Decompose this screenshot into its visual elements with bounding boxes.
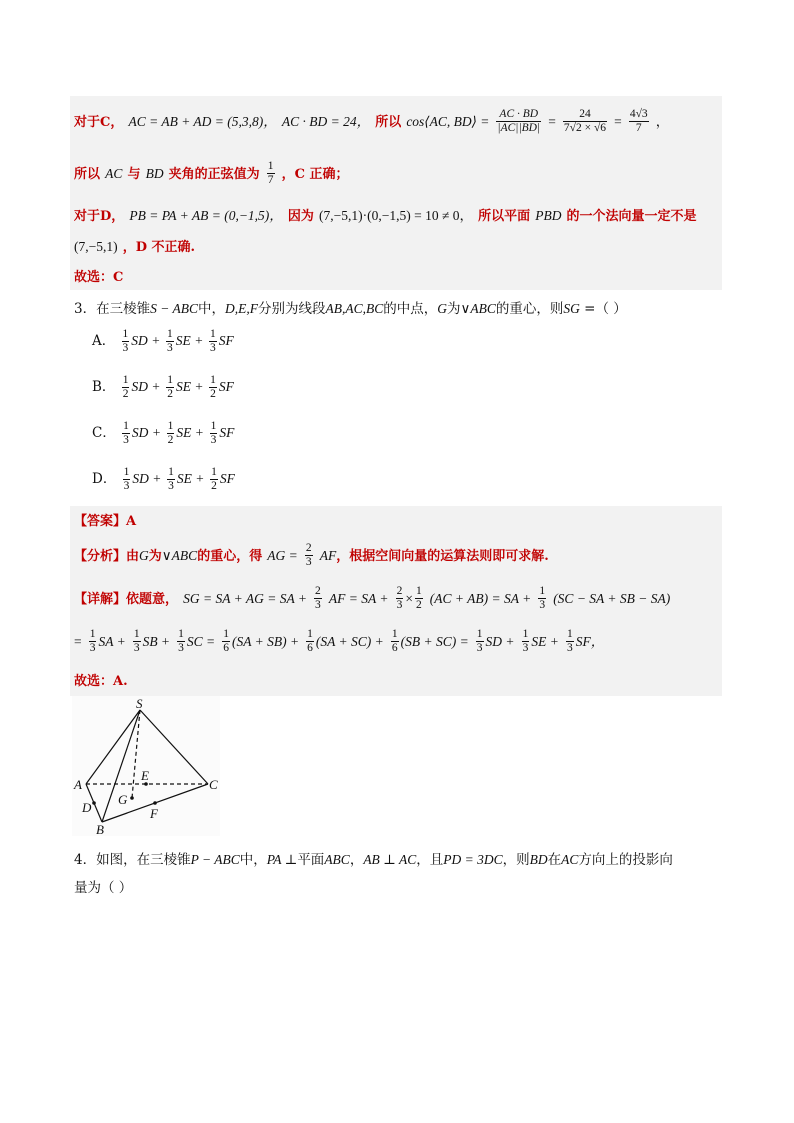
q3-detail-2: = $\frac{1}{3}$ SA + $\frac{1}{3}$ SB + $\frac{1}{3}$ SC = $\frac{1}{6}$ (SA + SB) + $\frac{1}{6}$ (SA + SC) + $\frac{1}{6}$ (SB + SC) = $\frac{1}{3}$ SD + $\frac{1}{3}$ SE + $\frac{1}{3}$ SF， [74, 628, 605, 654]
q4-stem-line1: 4．如图，在三棱锥P − ABC中，PA ⊥平面ABC，AB ⊥ AC，且PD = 3DC，则BD在AC方向上的投影向 [74, 852, 673, 868]
fraction: $\frac{AC \cdot BD}{|AC||BD|}$ [497, 108, 541, 134]
q2-detail-line-d: 对于D， PB = PA + AB = (0,−1,5)， 因为 (7,−5,1)·(0,−1,5) = 10 ≠ 0， 所以平面 PBD 的一个法向量一定不是 [74, 208, 697, 224]
label-s: S [136, 696, 143, 711]
q3-analysis: 【分析】由G为∨ABC的重心，得 AG = $\frac{2}{3}$ AF，根据空间向量的运算法则即可求解. [74, 542, 549, 568]
q3-option-a[interactable]: A． $\frac{1}{3}$ SD + $\frac{1}{3}$ SE + $\frac{1}{3}$ SF [92, 328, 234, 354]
label-f: F [150, 806, 158, 821]
label-a: A [74, 777, 82, 792]
q3-stem: 3．在三棱锥S − ABC中，D,E,F分别为线段AB,AC,BC的中点，G为∨ABC的重心，则SG =（ ） [74, 301, 627, 317]
label-c: C [209, 777, 218, 792]
label-b: B [96, 822, 104, 836]
q3-detail-1: 【详解】依题意， SG = SA + AG = SA + $\frac{2}{3}$ AF = SA + $\frac{2}{3}$ × $\frac{1}{2}$ (AC + AB) = SA + $\frac{1}{3}$ (SC − SA + SB − SA) [74, 585, 671, 611]
fraction: $\frac{1}{7}$ [267, 160, 274, 186]
q2-final-choice: 故选：C [74, 270, 124, 285]
q3-final-choice: 故选：A. [74, 674, 128, 689]
q3-option-d[interactable]: D． $\frac{1}{3}$ SD + $\frac{1}{3}$ SE + $\frac{1}{2}$ SF [92, 466, 235, 492]
pyramid-figure [72, 696, 220, 836]
fraction: $\frac{4√3}{7}$ [629, 108, 648, 134]
point-d [92, 801, 96, 805]
label-e: E [141, 768, 149, 783]
q2-detail-line-c2: 所以 AC 与 BD 夹角的正弦值为 $\frac{1}{7}$ ，C 正确； [74, 160, 349, 186]
label-g: G [118, 792, 128, 807]
q3-option-b[interactable]: B． $\frac{1}{2}$ SD + $\frac{1}{2}$ SE + $\frac{1}{2}$ SF [92, 374, 234, 400]
point-f [153, 801, 157, 805]
edge-sa [86, 710, 140, 784]
fraction: $\frac{24}{7√2 \times √6}$ [563, 108, 607, 134]
label-d: D [82, 800, 92, 815]
q3-answer: 【答案】A [74, 514, 137, 529]
q3-option-c[interactable]: C． $\frac{1}{3}$ SD + $\frac{1}{2}$ SE + $\frac{1}{3}$ SF [92, 420, 235, 446]
q4-stem-line2: 量为（ ） [74, 880, 133, 896]
q2-detail-line-c: 对于C， AC = AB + AD = (5,3,8)， AC · BD = 24， 所以 cos⟨AC, BD⟩ = $\frac{AC \cdot BD}{|AC||BD|}$ = $\frac{24}{7√2 \times √6}$ = $\frac{4√3}{7}$ ， [74, 108, 670, 134]
edge-sc [140, 710, 208, 784]
point-g [130, 796, 134, 800]
pyramid-diagram [72, 696, 220, 836]
q2-detail-line-d2: (7,−5,1) ，D 不正确. [74, 239, 196, 255]
